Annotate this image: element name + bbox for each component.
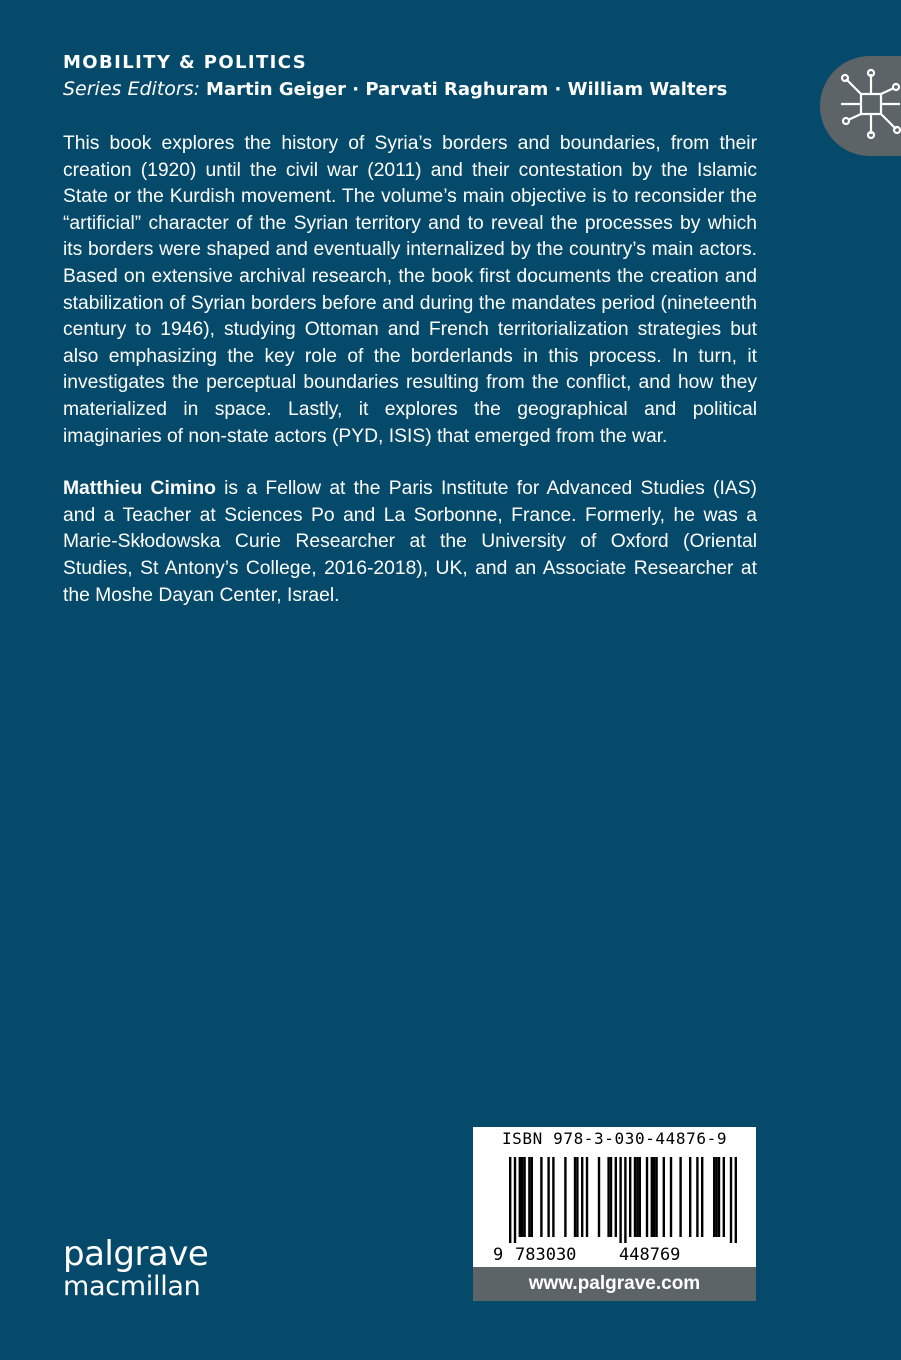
- barcode-right-digits: 448769: [619, 1245, 681, 1265]
- isbn-label: ISBN 978-3-030-44876-9: [501, 1129, 728, 1148]
- barcode-bar: [615, 1157, 617, 1237]
- publisher-logo-line1: palgrave: [63, 1234, 209, 1274]
- barcode-bar: [552, 1157, 554, 1237]
- barcode-guard-bar: [624, 1157, 626, 1243]
- author-bio: [63, 476, 757, 609]
- barcode-bar: [696, 1157, 698, 1237]
- barcode-bar: [634, 1157, 636, 1237]
- barcode-bar: [679, 1157, 681, 1237]
- barcode-bar: [653, 1157, 655, 1237]
- barcode-bar: [701, 1157, 703, 1237]
- springer-network-icon: [838, 68, 901, 140]
- barcode-graphic: [473, 1127, 756, 1267]
- barcode-bar: [670, 1157, 672, 1237]
- author-name: Matthieu Cimino: [63, 478, 216, 500]
- barcode-bar: [519, 1157, 521, 1237]
- barcode-bar: [581, 1157, 583, 1237]
- barcode-bar: [576, 1157, 578, 1237]
- barcode-bar: [540, 1157, 542, 1237]
- barcode-bar: [639, 1157, 641, 1237]
- barcode-bar: [564, 1157, 566, 1237]
- barcode-guard-bar: [514, 1157, 516, 1243]
- barcode-bar: [586, 1157, 588, 1237]
- barcode-guard-bar: [509, 1157, 511, 1243]
- barcode-bar: [655, 1157, 657, 1237]
- barcode-bar: [723, 1157, 725, 1237]
- barcode-bar: [718, 1157, 720, 1237]
- barcode-bar: [715, 1157, 717, 1237]
- series-title: MOBILITY & POLITICS: [63, 52, 308, 73]
- barcode-bar: [629, 1157, 631, 1237]
- barcode-bar: [528, 1157, 530, 1237]
- barcode-left-digits: 783030: [515, 1245, 577, 1265]
- barcode-bar: [651, 1157, 653, 1237]
- isbn-barcode: [473, 1127, 756, 1267]
- book-description: This book explores the history of Syria’s borders and boundaries, from their creation (1920) until the civil war (2011) and their contestation by the Islamic State or the Kurdish movement. The volume’s main objective is to reconsider the “artificial” character of the Syrian territory and to reveal the processes by which its borders were shaped and eventually internalized by the country’s main actors. Based on extensive archival research, the book first documents the creation and stabilization of Syrian borders before and during the mandates period (nineteenth century to 1946), studying Ottoman and French territorialization strategies but also emphasizing the key role of the borderlands in this process. In turn, it investigates the perceptual boundaries resulting from the conflict, and how they materialized in space. Lastly, it explores the geographical and political imaginaries of non-state actors (PYD, ISIS) that emerged from the war.: [63, 133, 757, 447]
- series-editors-label: Series Editors:: [63, 78, 200, 100]
- barcode-guard-bar: [619, 1157, 621, 1243]
- barcode-bar: [663, 1157, 665, 1237]
- publisher-logo: [63, 1234, 209, 1303]
- barcode-first-digit: 9: [493, 1245, 504, 1265]
- back-cover-text: [63, 131, 757, 609]
- barcode-bar: [547, 1157, 549, 1237]
- barcode-bar: [610, 1157, 612, 1237]
- publisher-website: www.palgrave.com: [473, 1267, 756, 1301]
- barcode-bar: [713, 1157, 715, 1237]
- author-bio-text: is a Fellow at the Paris Institute for Advanced Studies (IAS) and a Teacher at Sciences Po and La Sorbonne, France. Formerly, he was a Marie-Skłodowska Curie Researcher at the University of Oxford (Oriental Studies, St Antony’s College, 2016-2018), UK, and an Associate Researcher at the Moshe Dayan Center, Israel.: [63, 478, 757, 606]
- barcode-bar: [531, 1157, 533, 1237]
- barcode-bar: [689, 1157, 691, 1237]
- barcode-bar: [636, 1157, 638, 1237]
- barcode-bar: [607, 1157, 609, 1237]
- barcode-guard-bar: [730, 1157, 732, 1243]
- barcode-bar: [523, 1157, 525, 1237]
- series-header: [63, 50, 763, 103]
- corner-badge: [820, 56, 901, 156]
- barcode-bar: [598, 1157, 600, 1237]
- series-editors-names: Martin Geiger · Parvati Raghuram · William Walters: [206, 79, 728, 100]
- barcode-bar: [574, 1157, 576, 1237]
- barcode-guard-bar: [735, 1157, 737, 1243]
- publisher-logo-line2: macmillan: [63, 1271, 201, 1302]
- series-editors: [63, 76, 763, 103]
- barcode-bar: [521, 1157, 523, 1237]
- barcode-bar: [646, 1157, 648, 1237]
